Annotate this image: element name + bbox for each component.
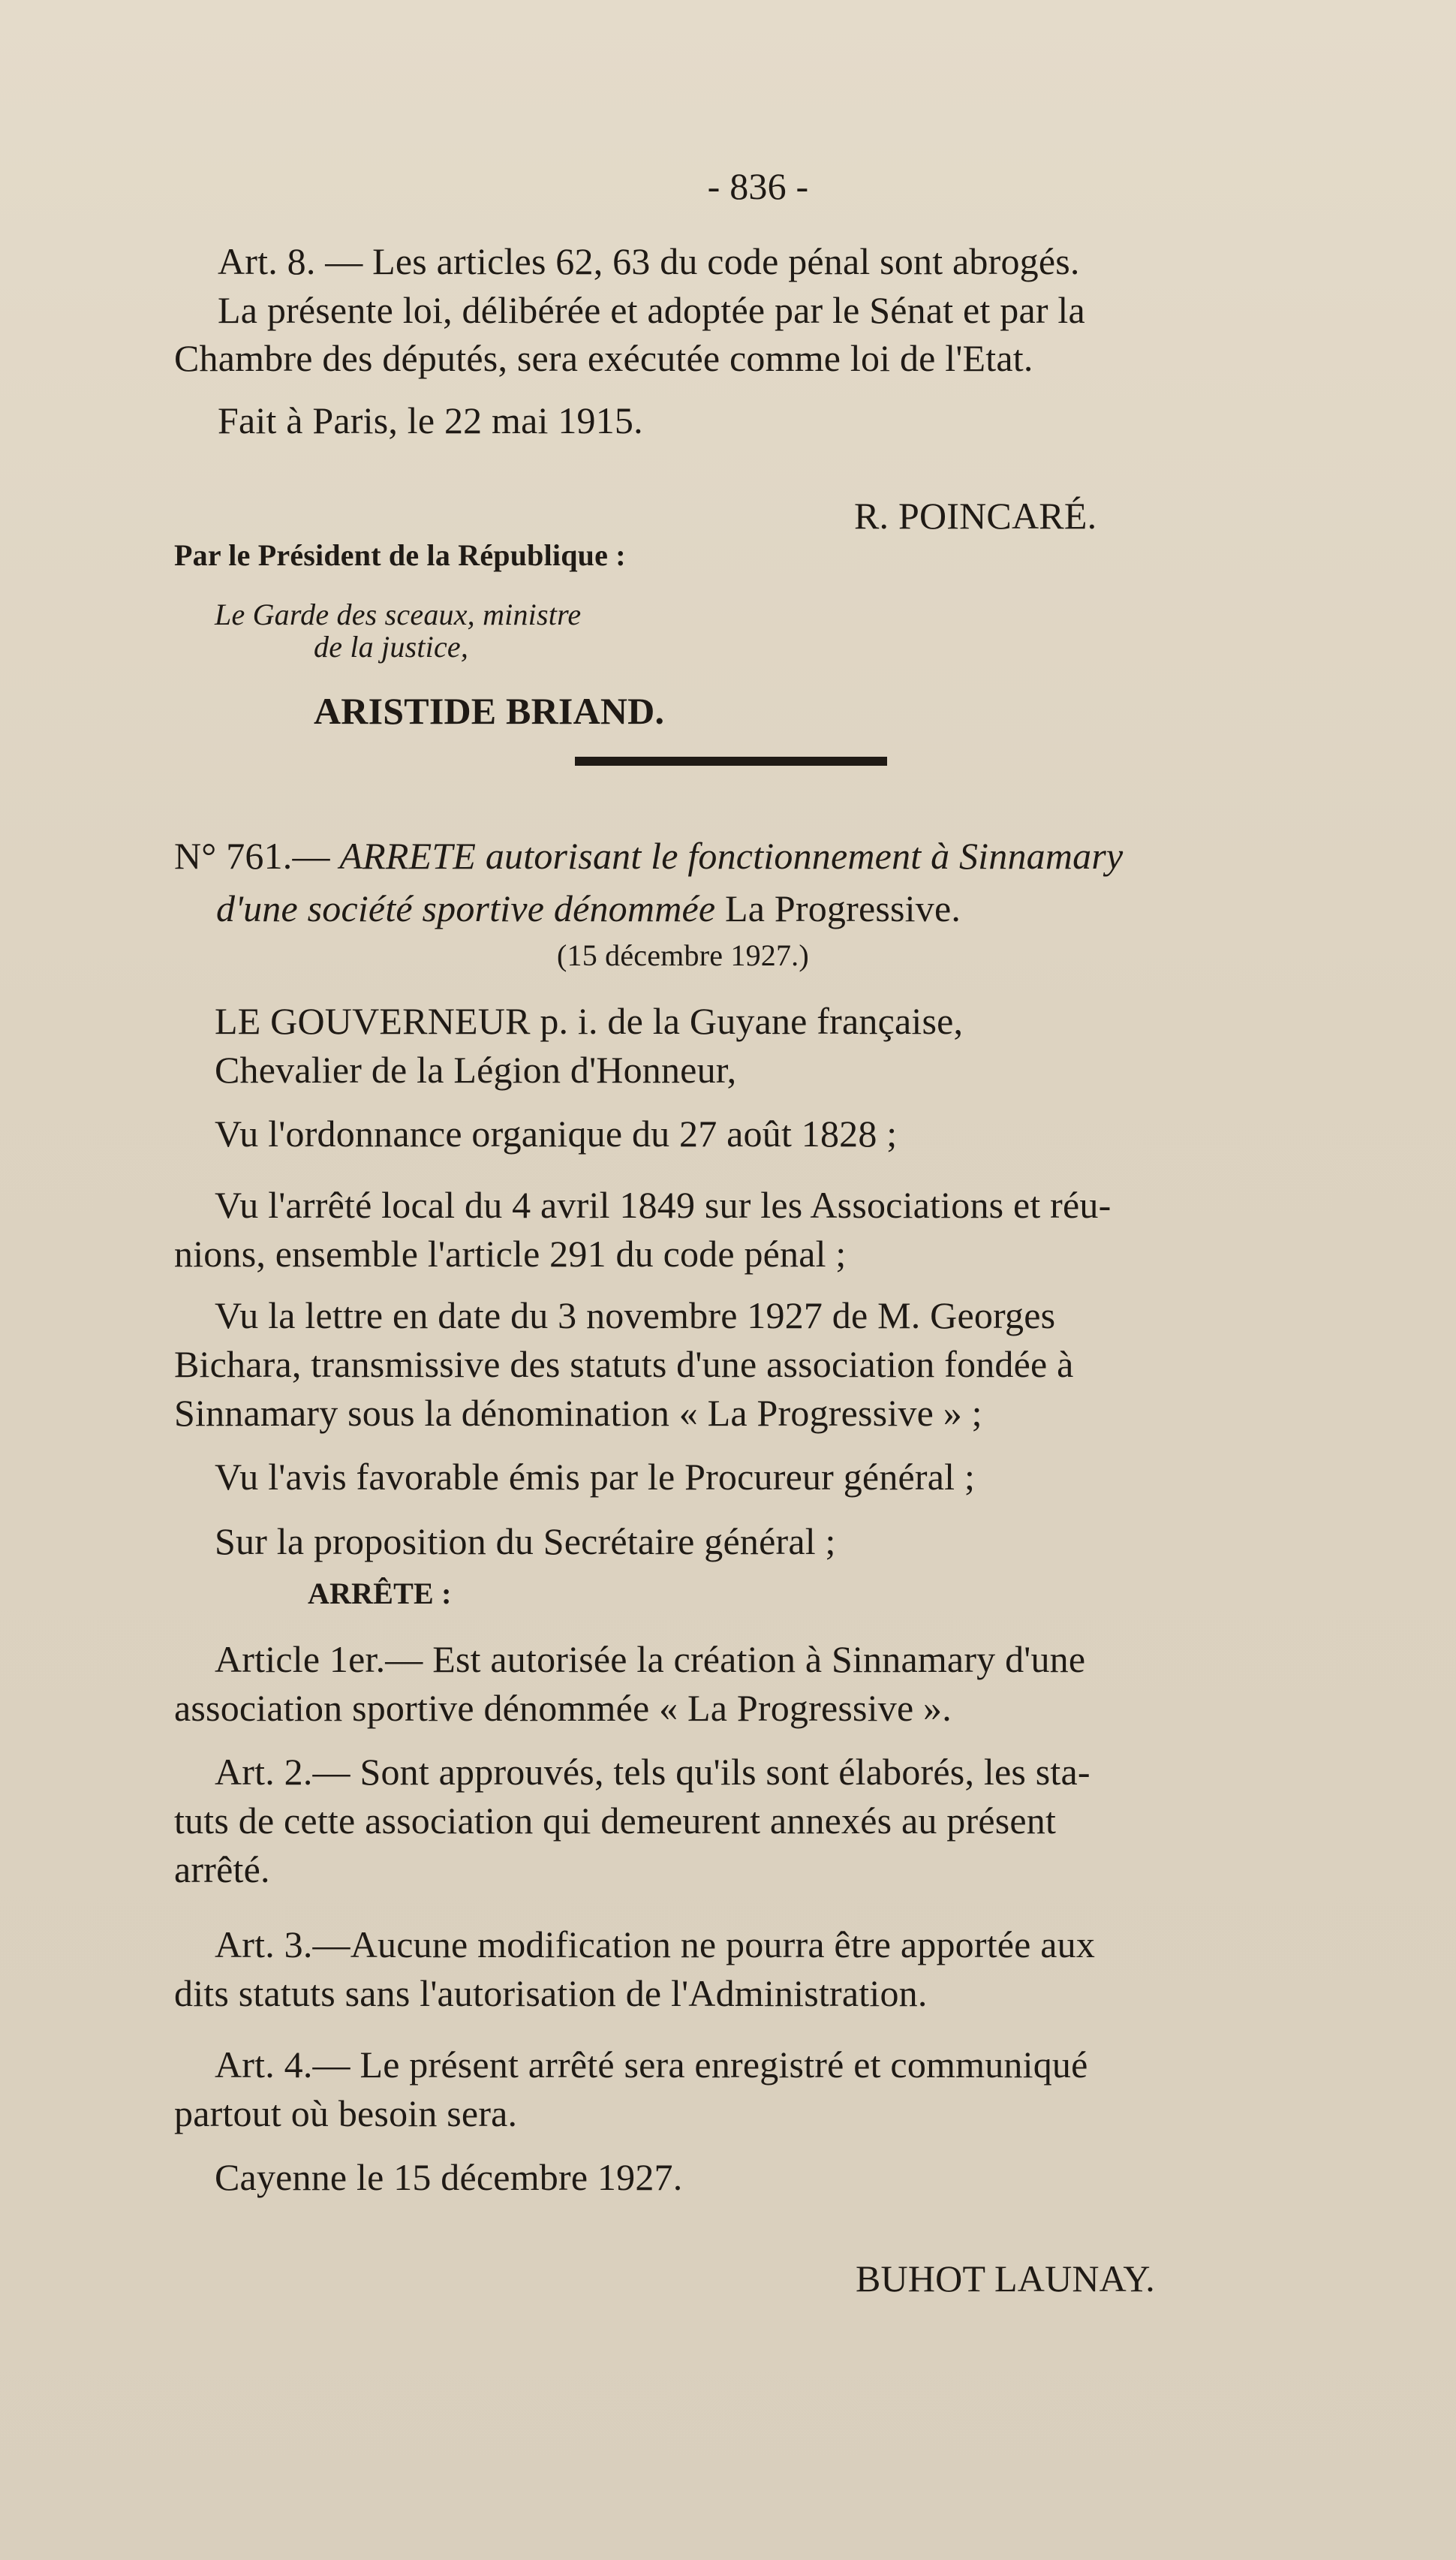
article-3-line-2: dits statuts sans l'autorisation de l'Administration.	[174, 1972, 928, 2014]
sur-proposition: Sur la proposition du Secrétaire général ;	[215, 1520, 836, 1562]
poincare-signature: R. POINCARÉ.	[854, 495, 1097, 537]
page-number: - 836 -	[707, 165, 809, 207]
vu-arrete-local-line-2: nions, ensemble l'article 291 du code pénal ;	[174, 1233, 847, 1275]
presente-loi-line-1: La présente loi, délibérée et adoptée par le Sénat et par la	[218, 289, 1085, 331]
arrete-label: ARRÊTE :	[308, 1577, 452, 1610]
buhot-launay-signature: BUHOT LAUNAY.	[856, 2257, 1155, 2299]
vu-lettre-line-1: Vu la lettre en date du 3 novembre 1927 de M. Georges	[215, 1294, 1056, 1336]
arrete-subtitle: d'une société sportive dénommée	[216, 887, 716, 929]
article-2-line-3: arrêté.	[174, 1848, 270, 1890]
par-le-president: Par le Président de la République :	[174, 538, 626, 572]
arrete-number: N° 761.—	[174, 835, 330, 877]
article-4-line-2: partout où besoin sera.	[174, 2092, 518, 2134]
vu-arrete-local-line-1: Vu l'arrêté local du 4 avril 1849 sur les Associations et réu-	[215, 1184, 1112, 1226]
fait-a-paris: Fait à Paris, le 22 mai 1915.	[218, 399, 643, 441]
arrete-title: ARRETE autorisant le fonctionnement à Sinnamary	[339, 835, 1124, 877]
article-8: Art. 8. — Les articles 62, 63 du code pénal sont abrogés.	[218, 240, 1080, 282]
vu-lettre-line-2: Bichara, transmissive des statuts d'une association fondée à	[174, 1343, 1074, 1385]
arrete-association-name: La Progressive.	[725, 887, 961, 929]
article-1-line-2: association sportive dénommée « La Progressive ».	[174, 1687, 952, 1729]
article-3-line-1: Art. 3.—Aucune modification ne pourra être apportée aux	[215, 1923, 1096, 1965]
aristide-briand: ARISTIDE BRIAND.	[314, 690, 665, 732]
article-2-line-1: Art. 2.— Sont approuvés, tels qu'ils sont élaborés, les sta-	[215, 1751, 1090, 1793]
garde-des-sceaux-line-2: de la justice,	[314, 630, 469, 664]
vu-ordonnance: Vu l'ordonnance organique du 27 août 1828 ;	[215, 1113, 898, 1155]
presente-loi-line-2: Chambre des députés, sera exécutée comme loi de l'Etat.	[174, 337, 1033, 379]
separator-rule	[575, 757, 887, 766]
article-1-line-1: Article 1er.— Est autorisée la création à Sinnamary d'une	[215, 1638, 1086, 1680]
vu-avis: Vu l'avis favorable émis par le Procureur général ;	[215, 1456, 976, 1498]
vu-lettre-line-3: Sinnamary sous la dénomination « La Progressive » ;	[174, 1392, 982, 1434]
article-2-line-2: tuts de cette association qui demeurent annexés au présent	[174, 1800, 1057, 1842]
gouverneur-line-2: Chevalier de la Légion d'Honneur,	[215, 1049, 737, 1091]
arrete-heading-line-1	[174, 833, 1123, 878]
cayenne-date: Cayenne le 15 décembre 1927.	[215, 2156, 683, 2198]
gouverneur-line-1: LE GOUVERNEUR p. i. de la Guyane française,	[215, 1000, 964, 1042]
arrete-date: (15 décembre 1927.)	[557, 938, 809, 972]
article-4-line-1: Art. 4.— Le présent arrêté sera enregistré et communiqué	[215, 2043, 1088, 2086]
arrete-heading-line-2	[216, 886, 961, 931]
garde-des-sceaux-line-1: Le Garde des sceaux, ministre	[215, 598, 582, 631]
